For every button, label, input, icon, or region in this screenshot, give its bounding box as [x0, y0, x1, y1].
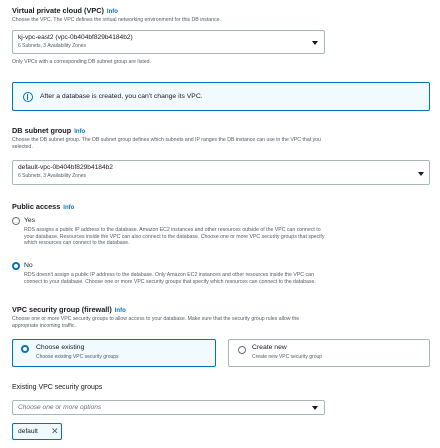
vpc-info-link[interactable]: Info	[106, 9, 118, 15]
description-line: RDS doesn't assign a public IP address to the database. Only Amazon EC2 instances and other resources inside the VPC can	[24, 272, 314, 278]
create-new-tile[interactable]	[228, 339, 430, 367]
existing-groups-multiselect[interactable]	[12, 400, 325, 415]
public-access-label-text: Public access	[12, 202, 61, 211]
info-icon	[23, 92, 33, 102]
existing-groups-label: Existing VPC security groups	[12, 384, 103, 391]
vpc-description: Choose the VPC. The VPC defines the virtual networking environment for this DB instance.	[12, 17, 221, 23]
choose-existing-radio[interactable]	[21, 345, 29, 353]
security-group-label-text: VPC security group (firewall)	[12, 305, 112, 314]
create-new-title: Create new	[252, 344, 287, 351]
subnet-group-description-line: selected.	[12, 143, 33, 150]
vpc-select[interactable]	[12, 30, 325, 54]
description-line: which resources can connect to the database.	[24, 240, 130, 247]
caret-down-icon	[312, 41, 318, 45]
vpc-label	[12, 6, 118, 15]
subnet-group-select[interactable]	[12, 160, 430, 185]
security-group-info-link[interactable]: Info	[114, 308, 126, 314]
public-access-yes-radio[interactable]	[12, 217, 20, 225]
choose-existing-title: Choose existing	[36, 344, 85, 351]
choose-existing-desc: Choose existing VPC security groups	[36, 354, 119, 360]
subnet-group-label	[12, 126, 85, 135]
create-new-radio[interactable]	[238, 346, 246, 354]
description-line: RDS assigns a public IP address to the database. Amazon EC2 instances and other resources outside of the VPC can connect to	[24, 227, 321, 233]
choose-existing-tile[interactable]	[12, 339, 216, 367]
subnet-group-selected-sub: 6 Subnets, 3 Availability Zones	[18, 173, 87, 179]
subnet-group-description-line: Choose the DB subnet group. The DB subnet group defines which subnets and IP ranges the DB instance can use in the VPC that you	[12, 137, 321, 143]
remove-token-icon[interactable]: ✕	[51, 426, 59, 436]
caret-down-icon	[312, 406, 318, 410]
create-new-desc: Create new VPC security group	[252, 354, 323, 360]
alert-text: After a database is created, you can't change its VPC.	[40, 93, 203, 100]
token-label: default	[18, 428, 38, 435]
existing-groups-placeholder: Choose one or more options	[18, 404, 102, 411]
subnet-group-label-text: DB subnet group	[12, 126, 72, 135]
public-access-label	[12, 202, 74, 211]
security-group-description-line: Choose one or more VPC security groups to allow access to your database. Make sure that the security group rules allow the	[12, 316, 300, 322]
public-access-no-description	[24, 272, 316, 285]
vpc-footnote: Only VPCs with a corresponding DB subnet group are listed.	[12, 59, 151, 65]
security-group-description	[12, 316, 299, 329]
vpc-label-text: Virtual private cloud (VPC)	[12, 6, 104, 15]
caret-down-icon	[418, 172, 424, 176]
public-access-info-link[interactable]: Info	[63, 205, 75, 211]
subnet-group-description	[12, 137, 321, 150]
security-group-token	[12, 423, 62, 440]
subnet-group-info-link[interactable]: Info	[74, 129, 86, 135]
public-access-yes-label[interactable]: Yes	[24, 217, 36, 224]
security-group-description-line: appropriate incoming traffic.	[12, 322, 76, 329]
vpc-info-alert	[12, 82, 430, 111]
description-line: your database. Resources inside the VPC can also connect to the database. Choose one or more VPC security groups that specify	[24, 233, 325, 240]
vpc-selected-value: kj-vpc-east2 (vpc-0b404bf829b4184b2)	[18, 34, 133, 41]
description-line: connect to your database. Choose one or more VPC security groups that specify which resources can connect to the database.	[24, 278, 316, 285]
subnet-group-selected-value: default-vpc-0b404bf829b4184b2	[18, 164, 113, 171]
vpc-selected-sub: 6 Subnets, 3 Availability Zones	[18, 43, 87, 49]
public-access-no-label[interactable]: No	[24, 262, 33, 269]
security-group-label	[12, 305, 126, 314]
public-access-yes-description	[24, 227, 324, 247]
public-access-no-radio[interactable]	[12, 262, 20, 270]
